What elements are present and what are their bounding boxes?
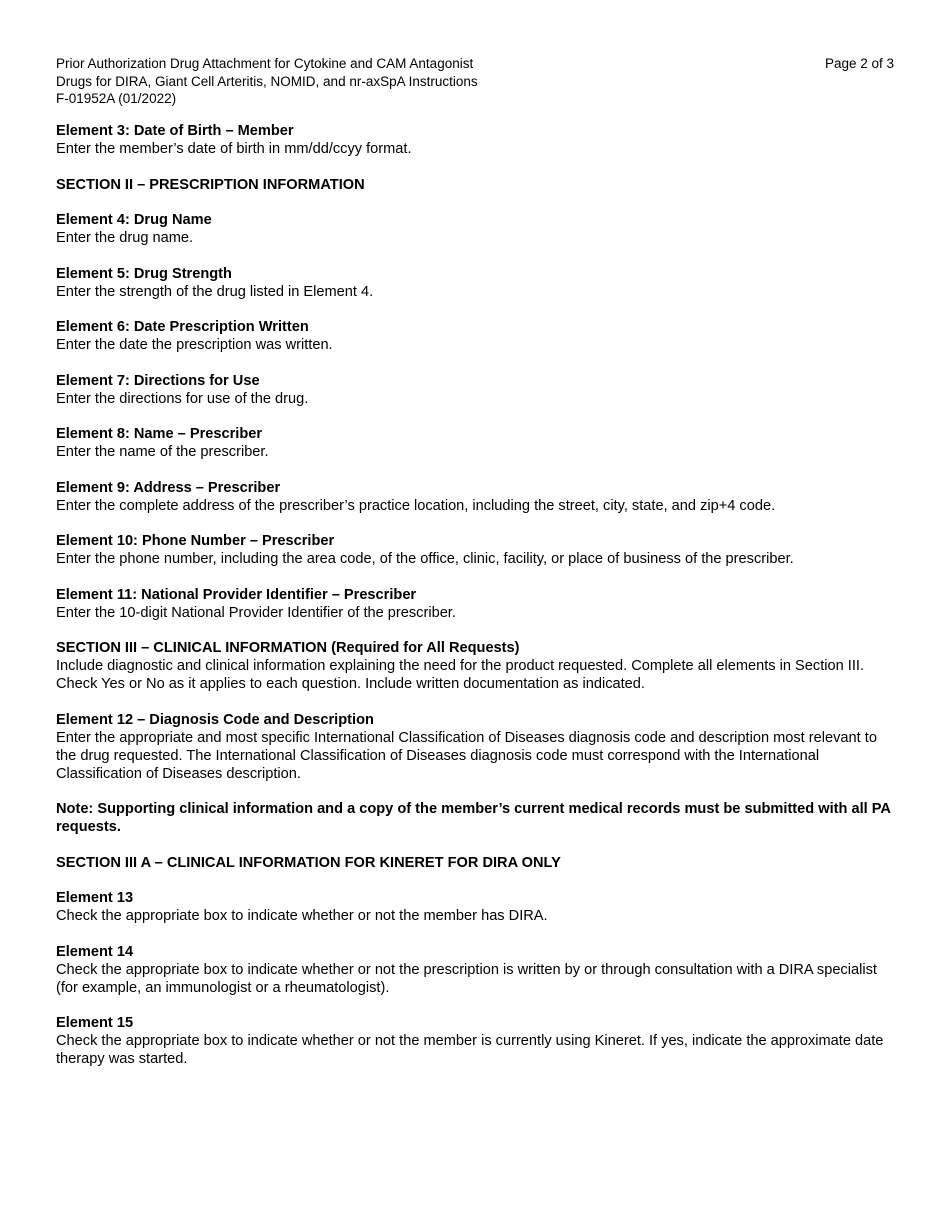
section-3-block bbox=[56, 639, 896, 693]
element-7-block bbox=[56, 372, 896, 408]
element-13-block bbox=[56, 889, 896, 925]
form-number: F-01952A (01/2022) bbox=[56, 91, 177, 106]
element-5-text: Enter the strength of the drug listed in Element 4. bbox=[56, 283, 374, 300]
element-8-heading: Element 8: Name – Prescriber bbox=[56, 426, 263, 442]
note-block bbox=[56, 800, 896, 836]
element-11-heading: Element 11: National Provider Identifier – Prescriber bbox=[56, 586, 417, 603]
section-2-heading: SECTION II – PRESCRIPTION INFORMATION bbox=[56, 176, 365, 193]
section-3-heading: SECTION III – CLINICAL INFORMATION (Required for All Requests) bbox=[56, 640, 520, 656]
element-3-heading: Element 3: Date of Birth – Member bbox=[56, 123, 294, 139]
element-8-text: Enter the name of the prescriber. bbox=[56, 444, 269, 460]
element-15-block bbox=[56, 1014, 896, 1068]
element-5-heading: Element 5: Drug Strength bbox=[56, 265, 232, 282]
element-7-heading: Element 7: Directions for Use bbox=[56, 372, 260, 389]
element-11-block bbox=[56, 586, 896, 622]
element-6-heading: Element 6: Date Prescription Written bbox=[56, 319, 309, 335]
element-6-text: Enter the date the prescription was written. bbox=[56, 337, 333, 353]
element-15-heading: Element 15 bbox=[56, 1015, 134, 1031]
element-14-block bbox=[56, 943, 896, 997]
element-10-text: Enter the phone number, including the area code, of the office, clinic, facility, or place of business of the prescriber. bbox=[56, 551, 794, 567]
element-4-block bbox=[56, 211, 896, 247]
element-7-text: Enter the directions for use of the drug. bbox=[56, 390, 309, 407]
element-8-block bbox=[56, 425, 896, 461]
element-4-heading: Element 4: Drug Name bbox=[56, 212, 212, 228]
element-15-text: Check the appropriate box to indicate whether or not the member is currently using Kineret. If yes, indicate the approximate date therapy was started. bbox=[56, 1033, 884, 1067]
element-3-text: Enter the member’s date of birth in mm/dd/ccyy format. bbox=[56, 141, 412, 157]
element-6-block bbox=[56, 318, 896, 354]
page-number: Page 2 of 3 bbox=[824, 56, 894, 71]
element-3-block bbox=[56, 122, 896, 158]
section-3a-block bbox=[56, 854, 896, 872]
section-2-block bbox=[56, 176, 896, 194]
form-title-line-1: Prior Authorization Drug Attachment for Cytokine and CAM Antagonist bbox=[56, 56, 474, 71]
element-9-text: Enter the complete address of the prescriber’s practice location, including the street, city, state, and zip+4 code. bbox=[56, 497, 776, 514]
element-4-text: Enter the drug name. bbox=[56, 230, 194, 246]
element-13-text: Check the appropriate box to indicate whether or not the member has DIRA. bbox=[56, 908, 548, 924]
element-14-heading: Element 14 bbox=[56, 943, 134, 960]
element-9-heading: Element 9: Address – Prescriber bbox=[56, 479, 281, 496]
instructions-body bbox=[56, 122, 896, 1086]
element-14-text: Check the appropriate box to indicate whether or not the prescription is written by or through consultation with a DIRA specialist (for example, an immunologist or a rheumatologist). bbox=[56, 961, 877, 996]
section-3a-heading: SECTION III A – CLINICAL INFORMATION FOR KINERET FOR DIRA ONLY bbox=[56, 854, 561, 871]
form-title-line-2: Drugs for DIRA, Giant Cell Arteritis, NOMID, and nr-axSpA Instructions bbox=[56, 73, 478, 89]
element-12-heading: Element 12 – Diagnosis Code and Description bbox=[56, 711, 374, 728]
page-header bbox=[56, 55, 894, 108]
section-3-text: Include diagnostic and clinical information explaining the need for the product requested. Complete all elements in Section III. Check Yes or No as it applies to each question. Include written documentation as indicated. bbox=[56, 658, 865, 692]
element-10-heading: Element 10: Phone Number – Prescriber bbox=[56, 533, 335, 549]
element-9-block bbox=[56, 479, 896, 515]
element-11-text: Enter the 10-digit National Provider Identifier of the prescriber. bbox=[56, 604, 456, 621]
form-title-block bbox=[56, 55, 894, 108]
element-12-text: Enter the appropriate and most specific International Classification of Diseases diagnosis code and description most relevant to the drug requested. The International Classification of Diseases diagnosis code must correspond with the International Classification of Diseases description. bbox=[56, 729, 877, 782]
element-12-block bbox=[56, 711, 896, 783]
element-5-block bbox=[56, 265, 896, 301]
element-10-block bbox=[56, 532, 896, 568]
supporting-info-note: Note: Supporting clinical information and a copy of the member’s current medical records must be submitted with all PA requests. bbox=[56, 801, 891, 835]
element-13-heading: Element 13 bbox=[56, 890, 134, 906]
